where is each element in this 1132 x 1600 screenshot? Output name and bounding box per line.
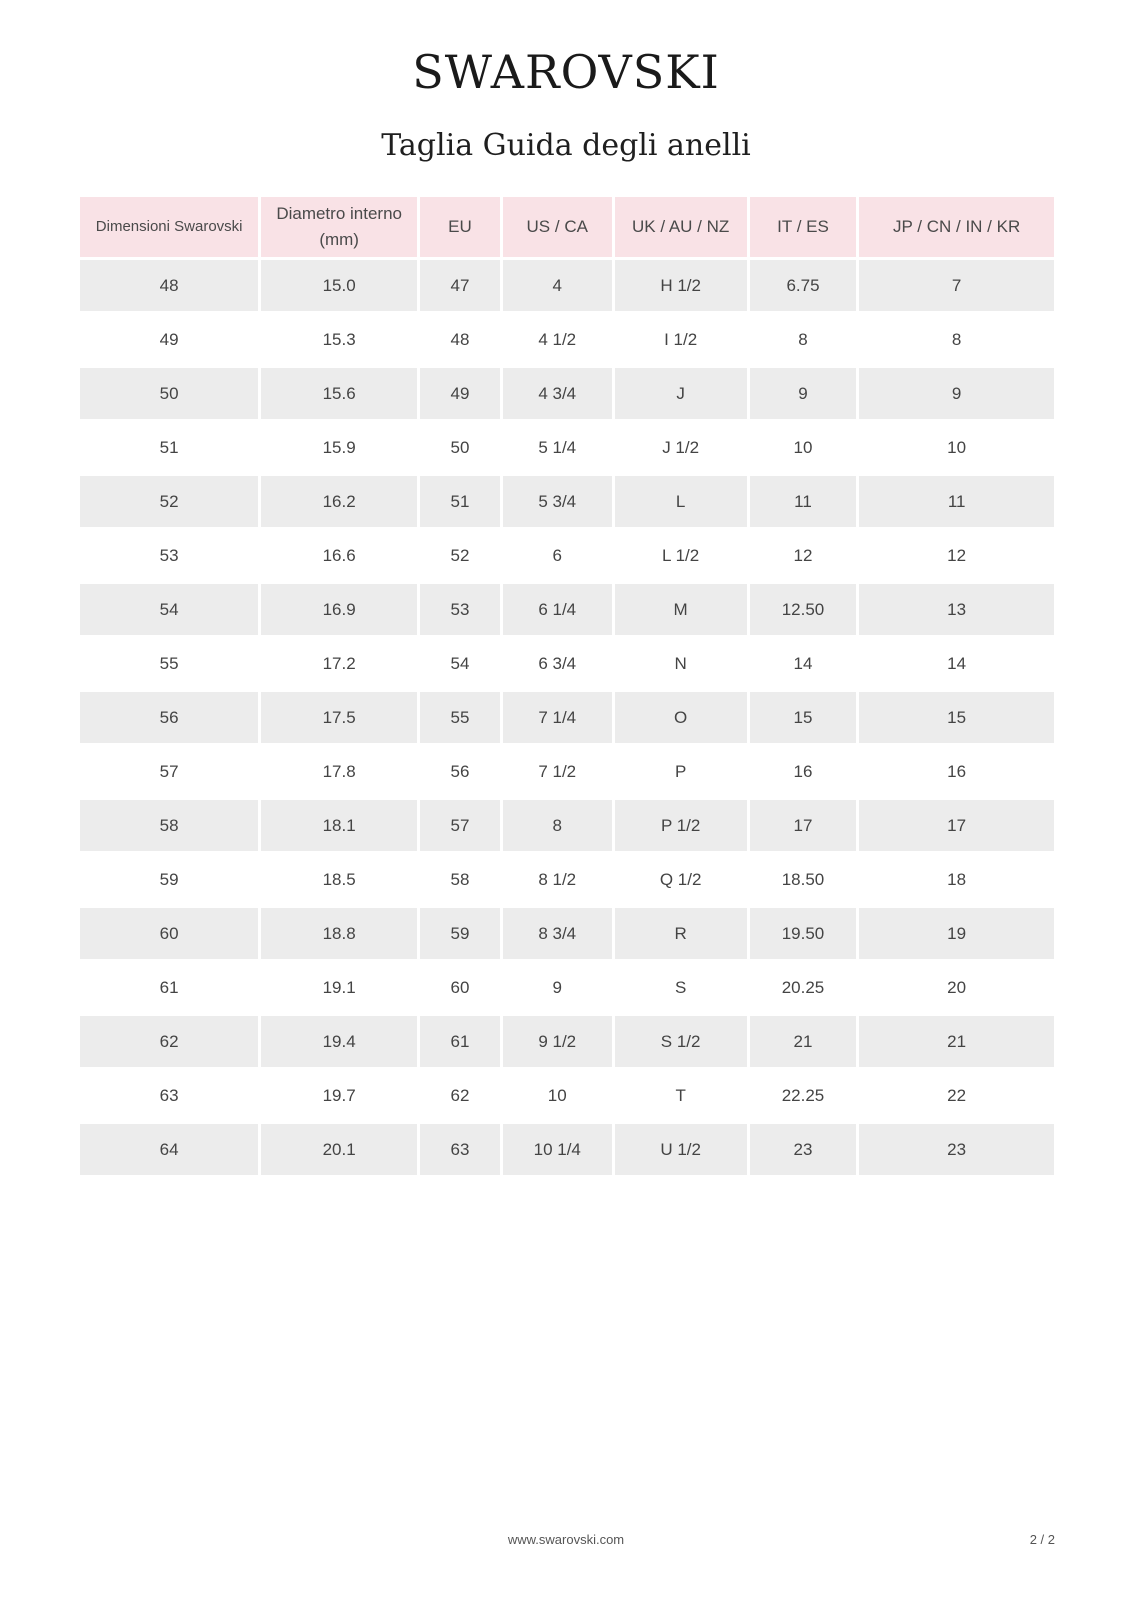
table-cell: O [615,689,747,743]
table-cell: 16.6 [261,527,417,581]
table-cell: 14 [859,635,1054,689]
table-cell: M [615,581,747,635]
table-body [80,257,1054,1175]
table-cell: 56 [420,743,500,797]
table-cell: 47 [420,257,500,311]
table-row [80,1121,1054,1175]
table-cell: R [615,905,747,959]
table-cell: 16.9 [261,581,417,635]
table-cell: 15.6 [261,365,417,419]
table-cell: 5 3/4 [503,473,612,527]
table-cell: 5 1/4 [503,419,612,473]
table-cell: 23 [859,1121,1054,1175]
table-cell: 51 [420,473,500,527]
table-row [80,311,1054,365]
column-header: Dimensioni Swarovski [80,197,258,257]
column-header: EU [420,197,500,257]
column-header: Diametro interno (mm) [261,197,417,257]
table-row [80,1067,1054,1121]
table-cell: 61 [80,959,258,1013]
table-cell: 61 [420,1013,500,1067]
table-cell: 22 [859,1067,1054,1121]
table-cell: 19.50 [750,905,857,959]
table-cell: 12.50 [750,581,857,635]
table-row [80,689,1054,743]
table-cell: 54 [420,635,500,689]
table-cell: 59 [80,851,258,905]
table-cell: 7 1/2 [503,743,612,797]
table-cell: 20 [859,959,1054,1013]
table-cell: 18.50 [750,851,857,905]
table-cell: 6 [503,527,612,581]
table-cell: I 1/2 [615,311,747,365]
table-cell: 6 3/4 [503,635,612,689]
table-cell: 49 [420,365,500,419]
table-cell: 10 [750,419,857,473]
table-cell: 15.3 [261,311,417,365]
table-row [80,365,1054,419]
table-cell: 6.75 [750,257,857,311]
table-cell: 16 [859,743,1054,797]
table-cell: 8 3/4 [503,905,612,959]
table-cell: 15.0 [261,257,417,311]
table-cell: 8 [750,311,857,365]
table-cell: 17.2 [261,635,417,689]
table-cell: P [615,743,747,797]
footer-url: www.swarovski.com [507,1532,625,1547]
table-cell: 10 1/4 [503,1121,612,1175]
table-cell: 49 [80,311,258,365]
table-cell: 17 [750,797,857,851]
table-cell: 60 [420,959,500,1013]
table-cell: 64 [80,1121,258,1175]
table-cell: 48 [420,311,500,365]
table-cell: 20.1 [261,1121,417,1175]
table-cell: 54 [80,581,258,635]
table-cell: 52 [420,527,500,581]
column-header: IT / ES [750,197,857,257]
table-cell: 16.2 [261,473,417,527]
table-cell: S [615,959,747,1013]
table-cell: 62 [80,1013,258,1067]
table-row [80,635,1054,689]
table-cell: 9 1/2 [503,1013,612,1067]
table-cell: 4 [503,257,612,311]
table-cell: L 1/2 [615,527,747,581]
table-cell: 9 [750,365,857,419]
table-cell: 15 [859,689,1054,743]
table-cell: 6 1/4 [503,581,612,635]
table-row [80,743,1054,797]
table-cell: 55 [80,635,258,689]
table-cell: 4 3/4 [503,365,612,419]
brand-logo: SWAROVSKI [412,45,720,99]
table-cell: L [615,473,747,527]
table-row [80,797,1054,851]
table-cell: 8 1/2 [503,851,612,905]
table-cell: 16 [750,743,857,797]
table-cell: T [615,1067,747,1121]
table-cell: 59 [420,905,500,959]
table-cell: Q 1/2 [615,851,747,905]
table-cell: 19 [859,905,1054,959]
table-cell: 4 1/2 [503,311,612,365]
table-cell: S 1/2 [615,1013,747,1067]
table-cell: 53 [420,581,500,635]
table-cell: 19.1 [261,959,417,1013]
table-cell: 57 [80,743,258,797]
table-cell: 14 [750,635,857,689]
table-cell: J 1/2 [615,419,747,473]
table-cell: 17.8 [261,743,417,797]
table-cell: 13 [859,581,1054,635]
table-cell: 51 [80,419,258,473]
table-cell: 18 [859,851,1054,905]
table-cell: H 1/2 [615,257,747,311]
table-cell: 58 [420,851,500,905]
table-cell: 9 [859,365,1054,419]
table-cell: 55 [420,689,500,743]
table-cell: 12 [859,527,1054,581]
column-header: UK / AU / NZ [615,197,747,257]
table-row [80,959,1054,1013]
table-cell: U 1/2 [615,1121,747,1175]
table-cell: 17 [859,797,1054,851]
column-header: JP / CN / IN / KR [859,197,1054,257]
table-row [80,1013,1054,1067]
table-cell: J [615,365,747,419]
table-cell: 12 [750,527,857,581]
table-row [80,473,1054,527]
table-cell: 50 [420,419,500,473]
table-cell: 18.1 [261,797,417,851]
table-cell: 9 [503,959,612,1013]
table-cell: 18.8 [261,905,417,959]
page-title: Taglia Guida degli anelli [381,128,751,163]
table-cell: 56 [80,689,258,743]
page-number: 2 / 2 [1029,1532,1055,1547]
table-cell: 62 [420,1067,500,1121]
table-cell: 19.7 [261,1067,417,1121]
table-cell: 20.25 [750,959,857,1013]
table-cell: 19.4 [261,1013,417,1067]
table-cell: 10 [859,419,1054,473]
table-row [80,527,1054,581]
column-header: US / CA [503,197,612,257]
table-row [80,851,1054,905]
table-cell: 8 [859,311,1054,365]
table-row [80,581,1054,635]
table-row [80,905,1054,959]
table-cell: 23 [750,1121,857,1175]
table-cell: N [615,635,747,689]
table-cell: 10 [503,1067,612,1121]
table-cell: 11 [750,473,857,527]
table-cell: 7 1/4 [503,689,612,743]
table-cell: 15 [750,689,857,743]
table-cell: 48 [80,257,258,311]
table-cell: 60 [80,905,258,959]
ring-size-table [77,197,1057,1175]
table-cell: 50 [80,365,258,419]
table-cell: 8 [503,797,612,851]
table-cell: P 1/2 [615,797,747,851]
table-cell: 15.9 [261,419,417,473]
table-cell: 63 [80,1067,258,1121]
table-cell: 52 [80,473,258,527]
table-header-row [80,197,1054,257]
table-row [80,257,1054,311]
table-cell: 17.5 [261,689,417,743]
table-cell: 7 [859,257,1054,311]
table-cell: 21 [859,1013,1054,1067]
table-cell: 21 [750,1013,857,1067]
table-cell: 11 [859,473,1054,527]
table-cell: 53 [80,527,258,581]
table-cell: 18.5 [261,851,417,905]
table-row [80,419,1054,473]
table-cell: 22.25 [750,1067,857,1121]
table-cell: 57 [420,797,500,851]
table-cell: 58 [80,797,258,851]
table-cell: 63 [420,1121,500,1175]
